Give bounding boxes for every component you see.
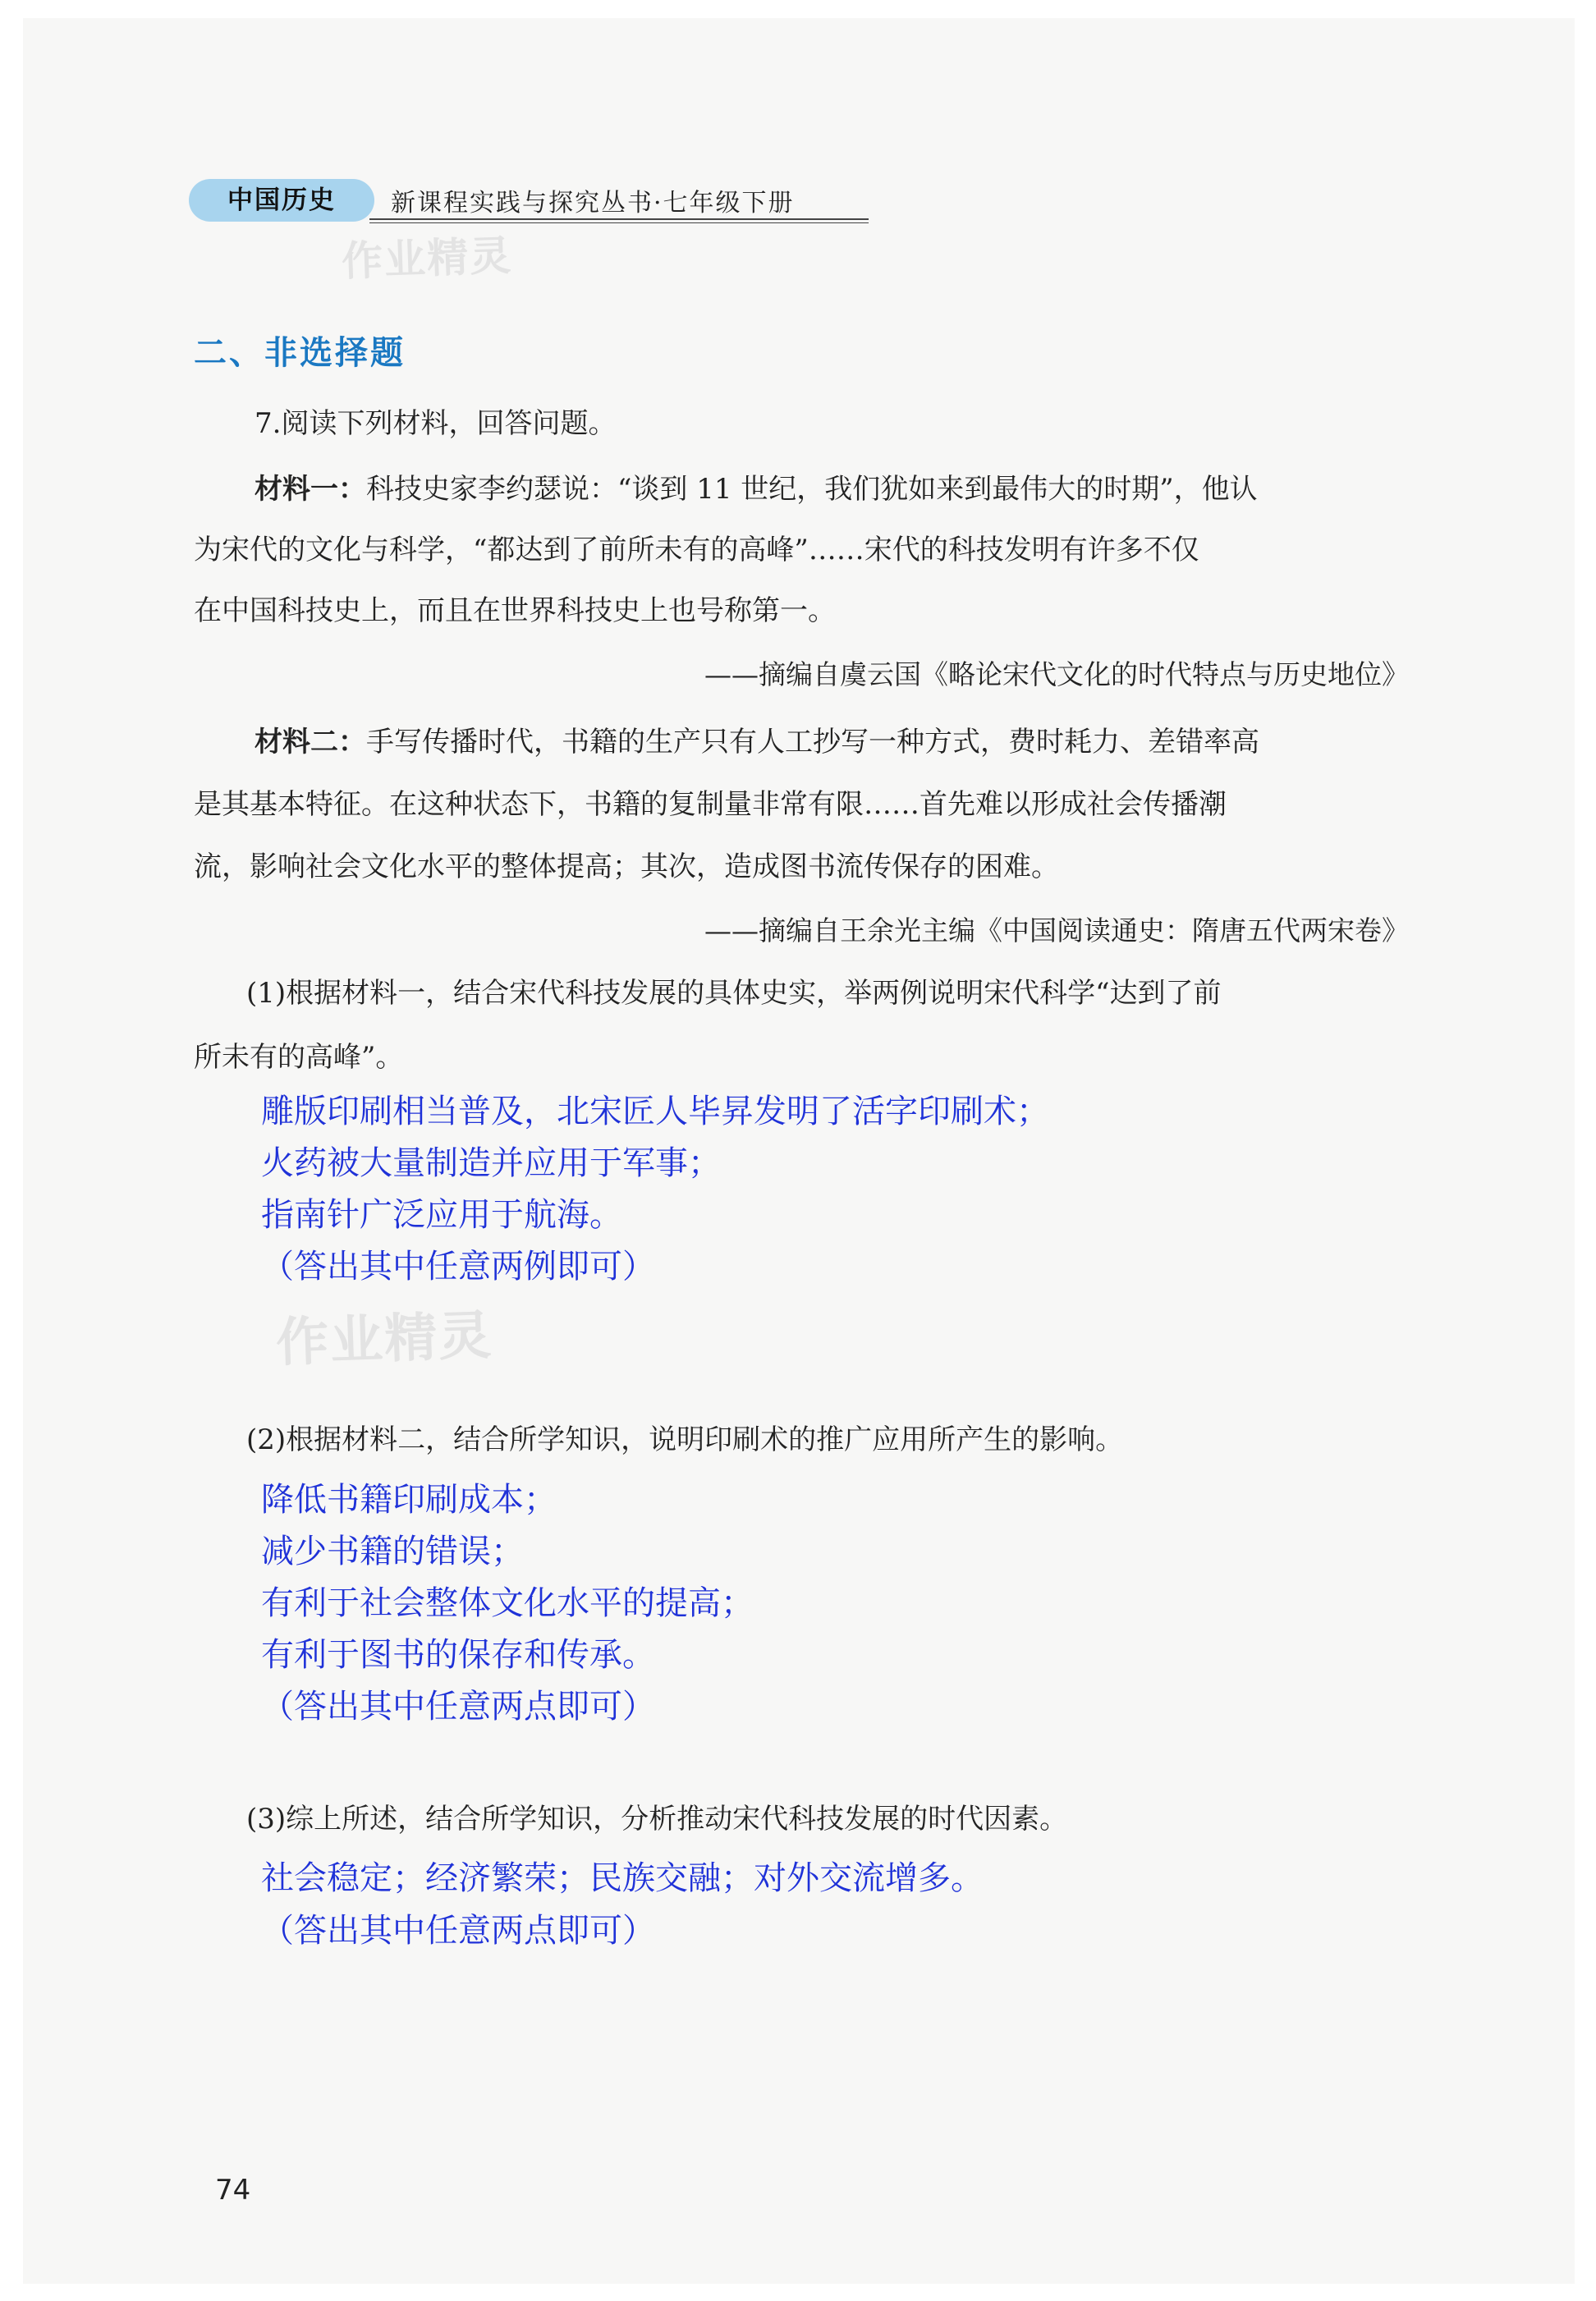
- sub2-line-1: (2)根据材料二，结合所学知识，说明印刷术的推广应用所产生的影响。: [246, 1423, 1124, 1456]
- sub3-answer-1: 社会稳定；经济繁荣；民族交融；对外交流增多。: [261, 1859, 984, 1897]
- sub2-answer-4: 有利于图书的保存和传承。: [261, 1636, 655, 1674]
- material2-label: 材料二：: [255, 726, 366, 759]
- sub1-line-1: (1)根据材料一，结合宋代科技发展的具体史实，举两例说明宋代科学“达到了前: [246, 977, 1222, 1010]
- subject-badge: 中国历史: [189, 179, 374, 222]
- material2-text: 手写传播时代，书籍的生产只有人工抄写一种方式，费时耗力、差错率高: [366, 726, 1259, 759]
- series-title: 新课程实践与探究丛书·七年级下册: [391, 189, 795, 218]
- page-number: 74: [215, 2174, 251, 2207]
- sub2-answer-1: 降低书籍印刷成本；: [261, 1481, 557, 1519]
- sub3-line-1: (3)综上所述，结合所学知识，分析推动宋代科技发展的时代因素。: [246, 1803, 1068, 1836]
- material2-line-2: 是其基本特征。在这种状态下，书籍的复制量非常有限……首先难以形成社会传播潮: [194, 788, 1227, 821]
- material2-line-1: [255, 719, 1259, 759]
- material1-text: 科技史家李约瑟说：“谈到 11 世纪，我们犹如来到最伟大的时期”，他认: [366, 473, 1258, 506]
- header-rule: [369, 218, 869, 220]
- sub2-answer-2: 减少书籍的错误；: [261, 1533, 524, 1570]
- material1-line-3: 在中国科技史上，而且在世界科技史上也号称第一。: [194, 594, 836, 627]
- watermark-top: 作业精灵: [341, 231, 514, 286]
- question-stem: 7.阅读下列材料，回答问题。: [255, 407, 617, 440]
- material2-line-3: 流，影响社会文化水平的整体提高；其次，造成图书流传保存的困难。: [194, 850, 1059, 883]
- sub3-answer-note: （答出其中任意两点即可）: [261, 1912, 655, 1950]
- sub1-answer-note: （答出其中任意两例即可）: [261, 1248, 655, 1286]
- material1-line-1: [255, 466, 1258, 506]
- material1-source: ——摘编自虞云国《略论宋代文化的时代特点与历史地位》: [704, 658, 1409, 690]
- sub1-line-2: 所未有的高峰”。: [194, 1041, 404, 1074]
- material2-source: ——摘编自王余光主编《中国阅读通史：隋唐五代两宋卷》: [704, 914, 1409, 947]
- sub1-answer-2: 火药被大量制造并应用于军事；: [261, 1144, 721, 1182]
- sub1-answer-1: 雕版印刷相当普及，北宋匠人毕昇发明了活字印刷术；: [261, 1093, 1049, 1130]
- sub1-answer-3: 指南针广泛应用于航海。: [261, 1196, 622, 1234]
- sub2-answer-3: 有利于社会整体文化水平的提高；: [261, 1584, 754, 1622]
- sub2-answer-note: （答出其中任意两点即可）: [261, 1688, 655, 1726]
- material1-line-2: 为宋代的文化与科学，“都达到了前所未有的高峰”……宋代的科技发明有许多不仅: [194, 534, 1199, 566]
- material1-label: 材料一：: [255, 473, 366, 506]
- header-rule-thin: [369, 222, 869, 223]
- watermark-middle: 作业精灵: [274, 1305, 494, 1374]
- section-title: 二、非选择题: [194, 334, 406, 372]
